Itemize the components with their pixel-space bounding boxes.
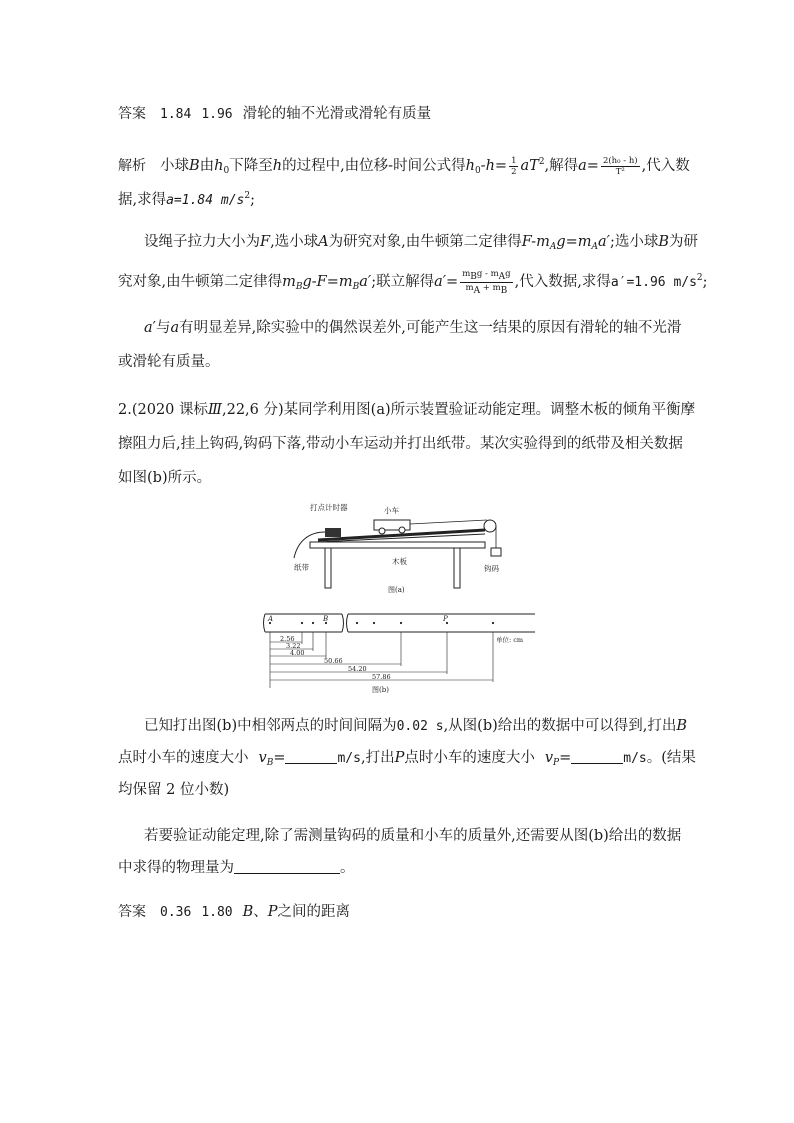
question-2-line-1: 2.(2020 课标Ⅲ,22,6 分)某同学利用图(a)所示装置验证动能定理。调整木板的倾角平衡摩	[118, 402, 696, 418]
label-timer: 打点计时器	[310, 503, 348, 512]
tape-dot	[373, 622, 375, 624]
table-top	[310, 542, 485, 548]
distance-label: 4.00	[290, 649, 305, 657]
tape-dot	[356, 622, 358, 624]
question-2-body-line-2: 点时小车的速度大小 $v_B= m/s$,打出P点时小车的速度大小 $v_P= m/s$。(结果	[118, 750, 696, 768]
answer-value: 1.96	[201, 107, 233, 122]
fraction-acceleration-2: $\frac{\text{mBg - mAg}}{mA + mB}$	[462, 268, 511, 296]
answer-blank-vP[interactable]	[571, 749, 623, 764]
unit-label: 单位: cm	[496, 636, 524, 644]
figure-b-caption: 图(b)	[372, 686, 389, 694]
tape-dot	[400, 622, 402, 624]
question-2-body-line-3: 均保留 2 位小数)	[118, 782, 230, 798]
figure-b-tape	[260, 606, 540, 698]
weight-block	[491, 548, 501, 556]
answer2-line: 答案 0.36 1.80 B、P之间的距离	[118, 904, 351, 920]
analysis-line-6: 或滑轮有质量。	[118, 354, 220, 370]
answer-blank-vB[interactable]	[285, 749, 337, 764]
label-weight: 钩码	[484, 564, 499, 573]
point-P: P	[443, 615, 448, 623]
label-tape: 纸带	[294, 563, 309, 572]
tape-dot	[312, 622, 314, 624]
analysis-label: 解析	[118, 158, 146, 174]
car-wheel	[399, 527, 405, 533]
point-B: B	[323, 615, 329, 623]
table-leg-right	[454, 548, 460, 588]
table-leg-left	[325, 548, 331, 588]
answer1-line	[118, 104, 431, 125]
analysis-line-4: 究对象,由牛顿第二定律得$m_Bg-F=m_Ba'$;联立解得a′= $\frac{\text{mBg - mAg}}{mA + mB}$ ,代入数据,求得a′=1.96 $m/s^2$;	[118, 268, 708, 296]
car-wheel	[379, 528, 385, 534]
analysis-line-5: a′与a有明显差异,除实验中的偶然误差外,可能产生这一结果的原因有滑轮的轴不光滑	[144, 320, 682, 336]
timer-block	[325, 528, 341, 537]
analysis-line-3: 设绳子拉力大小为F,选小球A为研究对象,由牛顿第二定律得$F-m_Ag=m_Aa'$;选小球B为研	[144, 234, 698, 252]
question-2-body-line-4: 若要验证动能定理,除了需测量钩码的质量和小车的质量外,还需要从图(b)给出的数据	[144, 828, 682, 844]
distance-label: 2.56	[280, 635, 295, 643]
answer-value: 1.84	[160, 107, 192, 122]
question-2-body-line-5: 中求得的物理量为 。	[118, 860, 355, 876]
answer-reason: 滑轮的轴不光滑或滑轮有质量	[242, 106, 432, 122]
tape-dot	[301, 622, 303, 624]
label-board: 木板	[392, 557, 407, 566]
tape-dot	[492, 622, 494, 624]
question-2-line-2: 擦阻力后,挂上钩码,钩码下落,带动小车运动并打出纸带。某次实验得到的纸带及相关数据	[118, 436, 683, 452]
question-2-body-line-1: 已知打出图(b)中相邻两点的时间间隔为0.02 s,从图(b)给出的数据中可以得到,打出B	[144, 718, 688, 734]
question-2-line-3: 如图(b)所示。	[118, 470, 212, 486]
distance-label: 57.86	[372, 673, 391, 681]
distance-label: 54.20	[348, 665, 367, 673]
figure-a-caption: 图(a)	[388, 586, 405, 594]
label-car: 小车	[384, 506, 399, 515]
fraction-half: $\frac{1}{2}$	[511, 155, 517, 177]
answer-label: 答案	[118, 106, 146, 122]
answer-blank-quantity[interactable]	[234, 859, 340, 874]
string	[410, 520, 487, 524]
answer-label: 答案	[118, 904, 146, 920]
analysis-line-1: 解析 小球B由$h_0$下降至h的过程中,由位移-时间公式得$h_0-h=$ $\frac{1}{2}$ $aT^2$,解得a= $\frac{\text{2(h₀ - h)}}{\text{T²}}$ ,代入数	[118, 155, 690, 177]
pulley	[484, 520, 496, 532]
analysis-line-2: 据,求得a=1.84 $m/s^2$;	[118, 191, 256, 208]
figure-a-apparatus	[280, 496, 520, 596]
fraction-acceleration: $\frac{\text{2(h₀ - h)}}{\text{T²}}$	[602, 155, 638, 177]
distance-label: 50.66	[324, 657, 343, 665]
distance-label: 3.22	[286, 642, 301, 650]
point-A: A	[268, 615, 274, 623]
